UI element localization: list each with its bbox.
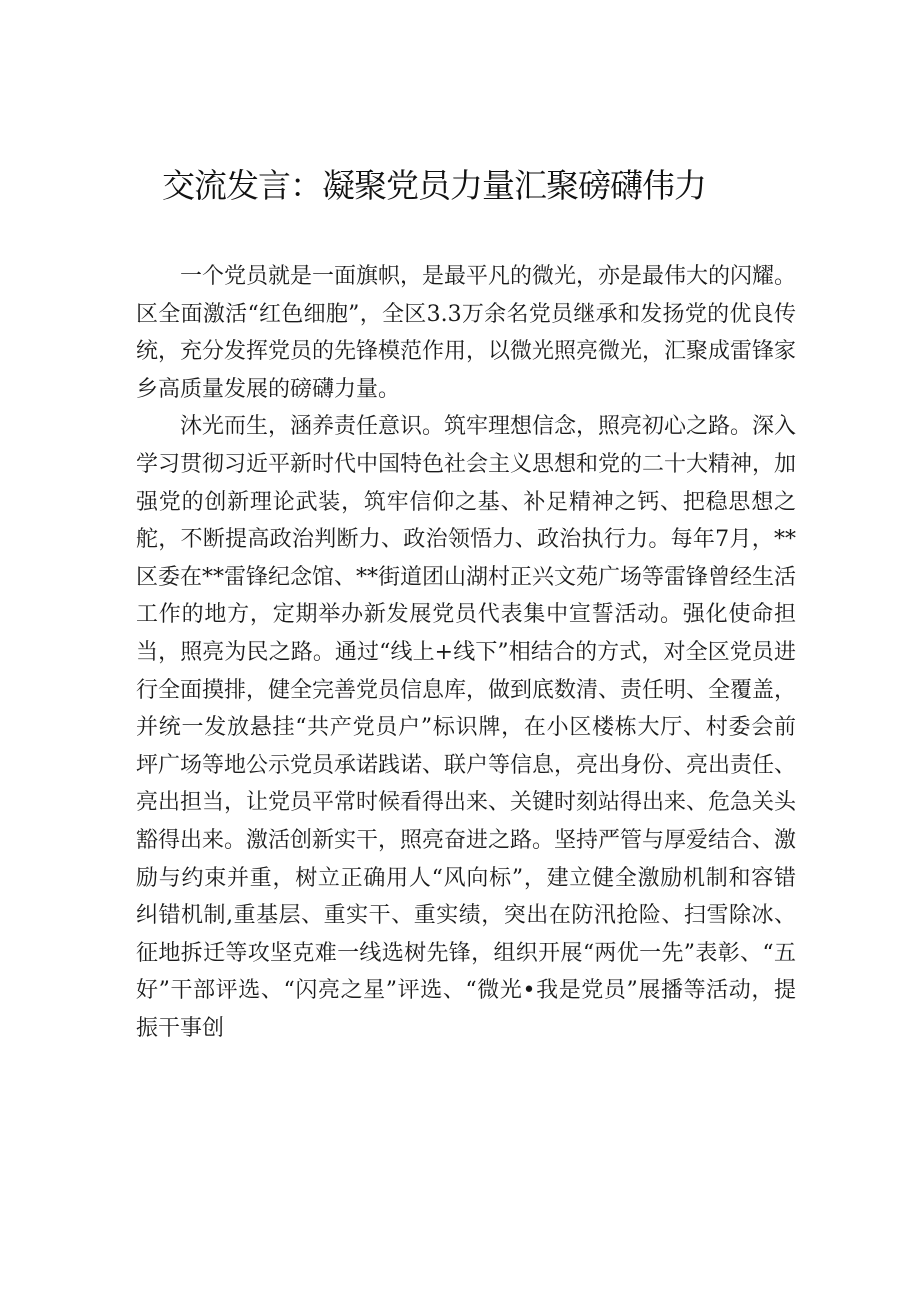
document-title: 交流发言：凝聚党员力量汇聚磅礴伟力 xyxy=(162,166,706,205)
paragraph-responsibility: 沐光而生，涵养责任意识。筑牢理想信念，照亮初心之路。深入学习贯彻习近平新时代中国特色社会主义思想和党的二十大精神，加强党的创新理论武装，筑牢信仰之基、补足精神之钙、把稳思想之舵，不断提高政治判断力、政治领悟力、政治执行力。每年7月，**区委在**雷锋纪念馆、**街道团山湖村正兴文苑广场等雷锋曾经生活工作的地方，定期举办新发展党员代表集中宣誓活动。强化使命担当，照亮为民之路。通过“线上+线下”相结合的方式，对全区党员进行全面摸排，健全完善党员信息库，做到底数清、责任明、全覆盖，并统一发放悬挂“共产党员户”标识牌，在小区楼栋大厅、村委会前坪广场等地公示党员承诺践诺、联户等信息，亮出身份、亮出责任、亮出担当，让党员平常时候看得出来、关键时刻站得出来、危急关头豁得出来。激活创新实干，照亮奋进之路。坚持严管与厚爱结合、激励与约束并重，树立正确用人“风向标”，建立健全激励机制和容错纠错机制,重基层、重实干、重实绩，突出在防汛抢险、扫雪除冰、征地拆迁等攻坚克难一线选树先锋，组织开展“两优一先”表彰、“五好”干部评选、“闪亮之星”评选、“微光•我是党员”展播等活动，提振干事创 xyxy=(136,414,797,1041)
document-body xyxy=(136,258,796,1047)
paragraph-intro: 一个党员就是一面旗帜，是最平凡的微光，亦是最伟大的闪耀。区全面激活“红色细胞”，全区3.3万余名党员继承和发扬党的优良传统，充分发挥党员的先锋模范作用，以微光照亮微光，汇聚成雷锋家乡高质量发展的磅礴力量。 xyxy=(136,264,797,402)
